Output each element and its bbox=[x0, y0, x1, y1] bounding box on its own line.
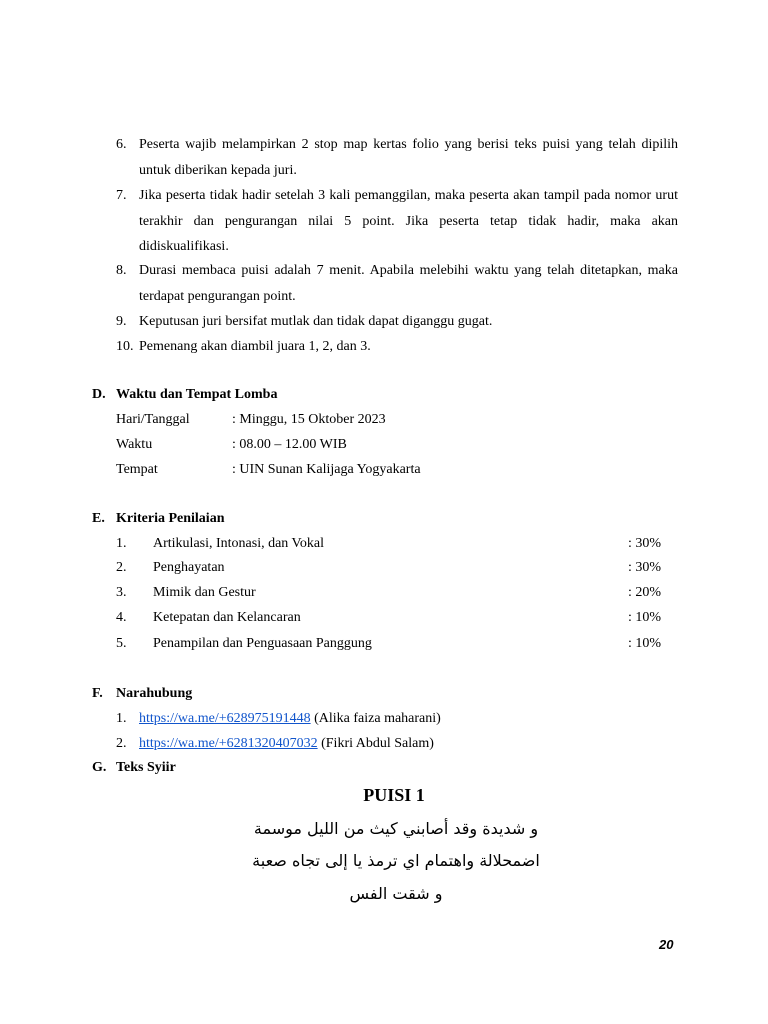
criteria-number: 1. bbox=[116, 536, 127, 551]
criteria-label: Penghayatan bbox=[153, 560, 225, 575]
section-heading-e bbox=[92, 511, 224, 527]
criteria-number: 2. bbox=[116, 560, 127, 575]
rule-item bbox=[116, 183, 678, 260]
section-heading-g bbox=[92, 760, 176, 776]
criteria-weight: : 30% bbox=[628, 536, 662, 551]
whatsapp-link[interactable]: https://wa.me/+6281320407032 bbox=[139, 736, 318, 751]
rule-text: Pemenang akan diambil juara 1, 2, dan 3. bbox=[139, 339, 371, 354]
info-value: : 08.00 – 12.00 WIB bbox=[232, 437, 347, 452]
section-title: Waktu dan Tempat Lomba bbox=[116, 387, 278, 402]
info-row-time bbox=[116, 437, 347, 453]
criteria-weight: : 30% bbox=[628, 560, 662, 575]
contact-number: 2. bbox=[116, 736, 127, 751]
criteria-label: Artikulasi, Intonasi, dan Vokal bbox=[153, 536, 324, 551]
poem-line: اضمحلالة واهتمام اي ترمذ يا إلى تجاه صعبة bbox=[252, 851, 540, 870]
contact-name: (Fikri Abdul Salam) bbox=[317, 736, 434, 751]
info-label: Tempat bbox=[116, 462, 158, 477]
rule-item bbox=[116, 334, 678, 360]
contact-row bbox=[116, 736, 434, 752]
criteria-label: Ketepatan dan Kelancaran bbox=[153, 610, 301, 625]
criteria-weight: : 10% bbox=[628, 636, 662, 651]
poem-line: و شقت الفس bbox=[349, 884, 443, 903]
section-heading-d bbox=[92, 387, 277, 403]
criteria-number: 5. bbox=[116, 636, 127, 651]
criteria-number: 4. bbox=[116, 610, 127, 625]
rule-number: 7. bbox=[116, 188, 127, 203]
info-row-place bbox=[116, 462, 421, 478]
info-value: : UIN Sunan Kalijaga Yogyakarta bbox=[232, 462, 421, 477]
rule-item bbox=[116, 132, 678, 183]
info-label: Waktu bbox=[116, 437, 153, 452]
rule-item bbox=[116, 258, 678, 309]
criteria-weight: : 10% bbox=[628, 610, 662, 625]
section-title: Kriteria Penilaian bbox=[116, 511, 225, 526]
contact-number: 1. bbox=[116, 711, 127, 726]
poem-title: PUISI 1 bbox=[363, 785, 425, 805]
rule-text: Keputusan juri bersifat mutlak dan tidak dapat diganggu gugat. bbox=[139, 314, 493, 329]
section-letter: E. bbox=[92, 511, 105, 526]
info-row-date bbox=[116, 412, 386, 428]
section-letter: G. bbox=[92, 760, 107, 775]
section-title: Narahubung bbox=[116, 686, 193, 701]
contact-name: (Alika faiza maharani) bbox=[310, 711, 441, 726]
info-value: : Minggu, 15 Oktober 2023 bbox=[232, 412, 386, 427]
section-title: Teks Syiir bbox=[116, 760, 176, 775]
section-letter: D. bbox=[92, 387, 106, 402]
page-number: 20 bbox=[659, 937, 674, 952]
rule-number: 9. bbox=[116, 314, 127, 329]
whatsapp-link[interactable]: https://wa.me/+628975191448 bbox=[139, 711, 311, 726]
rule-number: 8. bbox=[116, 263, 127, 278]
criteria-label: Penampilan dan Penguasaan Panggung bbox=[153, 636, 372, 651]
criteria-number: 3. bbox=[116, 585, 127, 600]
rule-text: Durasi membaca puisi adalah 7 menit. Apabila melebihi waktu yang telah ditetapkan, maka terdapat pengurangan point. bbox=[139, 263, 678, 304]
rule-number: 6. bbox=[116, 137, 127, 152]
section-heading-f bbox=[92, 686, 192, 702]
contact-row bbox=[116, 711, 441, 727]
rule-text: Peserta wajib melampirkan 2 stop map kertas folio yang berisi teks puisi yang telah dipilih untuk diberikan kepada juri. bbox=[139, 137, 678, 178]
criteria-label: Mimik dan Gestur bbox=[153, 585, 256, 600]
rule-item bbox=[116, 309, 678, 335]
poem-line: و شديدة وقد أصابني كيث من الليل موسمة bbox=[253, 819, 539, 838]
criteria-weight: : 20% bbox=[628, 585, 662, 600]
info-label: Hari/Tanggal bbox=[116, 412, 190, 427]
rule-text: Jika peserta tidak hadir setelah 3 kali pemanggilan, maka peserta akan tampil pada nomor urut terakhir dan pengurangan nilai 5 point. Jika peserta tetap tidak hadir, maka akan didiskualifikasi. bbox=[139, 188, 678, 254]
rule-number: 10. bbox=[116, 339, 134, 354]
section-letter: F. bbox=[92, 686, 103, 701]
